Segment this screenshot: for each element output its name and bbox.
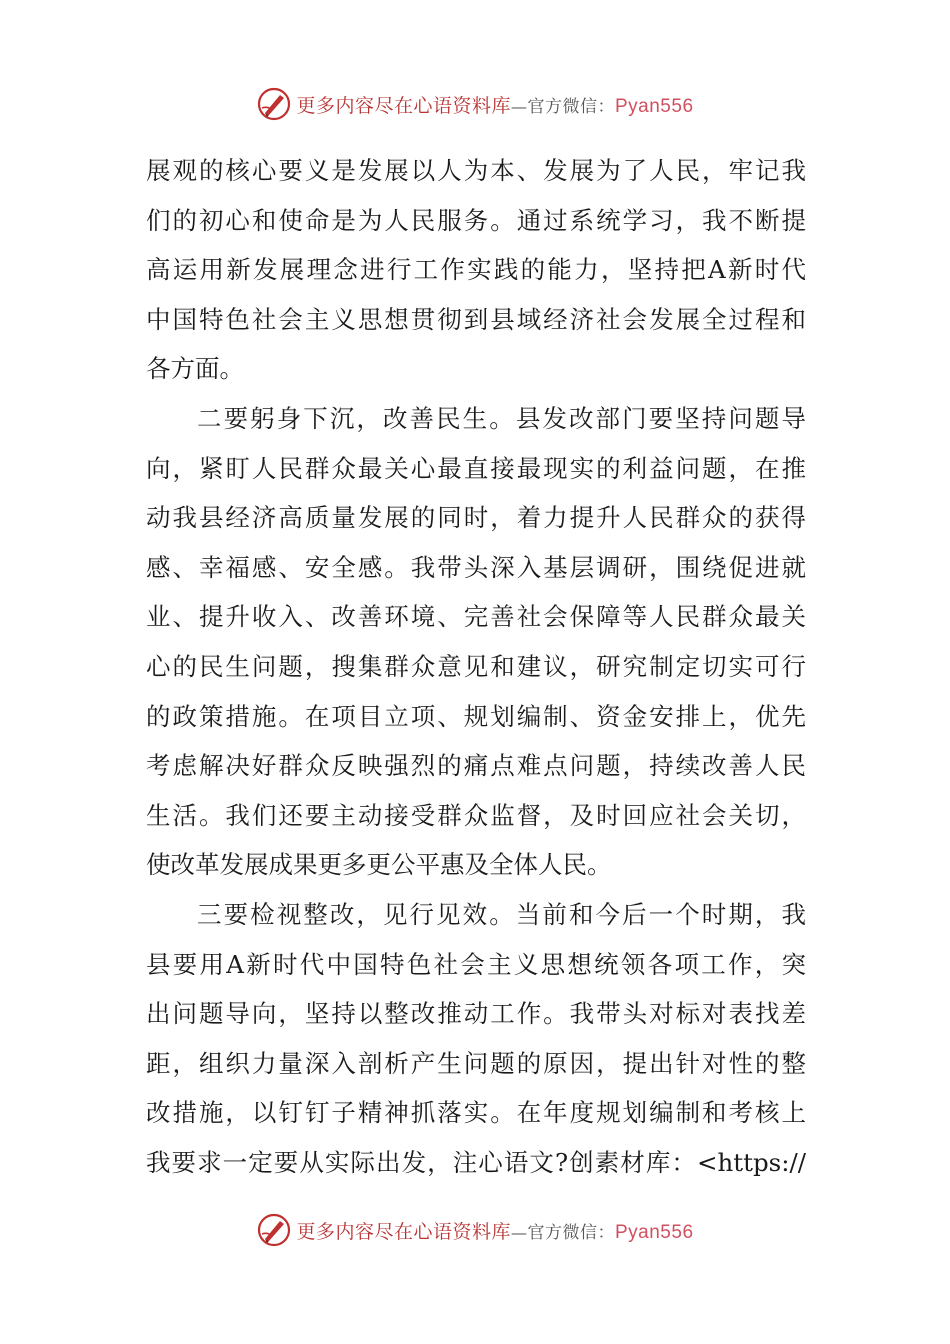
text-line: 距，组织力量深入剖析产生问题的原因，提出针对性的整 xyxy=(146,1048,806,1078)
document-body xyxy=(146,146,806,1187)
text-line: 县要用A新时代中国特色社会主义思想统领各项工作，突 xyxy=(146,949,806,979)
text-line: 的政策措施。在项目立项、规划编制、资金安排上，优先 xyxy=(146,701,806,731)
text-line: 出问题导向，坚持以整改推动工作。我带头对标对表找差 xyxy=(146,999,806,1029)
brand-text: 更多内容尽在心语资料库 xyxy=(296,94,511,117)
footer-banner xyxy=(0,1210,950,1250)
wechat-id: Pyan556 xyxy=(615,95,694,117)
text-line: 改措施，以钉钉子精神抓落实。在年度规划编制和考核上 xyxy=(146,1098,806,1128)
paragraph-start-line: 二要躬身下沉，改善民生。县发改部门要坚持问题导 xyxy=(197,403,806,433)
wechat-label: 官方微信： xyxy=(527,96,615,117)
text-line: 展观的核心要义是发展以人为本、发展为了人民，牢记我 xyxy=(146,156,806,185)
banner-separator: — xyxy=(511,1222,528,1242)
text-line: 们的初心和使命是为人民服务。通过系统学习，我不断提 xyxy=(146,205,806,235)
text-line: 心的民生问题，搜集群众意见和建议，研究制定切实可行 xyxy=(146,651,806,681)
text-line: 感、幸福感、安全感。我带头深入基层调研，围绕促进就 xyxy=(146,552,806,582)
text-line: 高运用新发展理念进行工作实践的能力，坚持把A新时代 xyxy=(146,255,806,285)
wechat-label: 官方微信： xyxy=(527,1222,615,1243)
text-line: 我要求一定要从实际出发，注心语文?创素材库：<https:// xyxy=(146,1147,806,1177)
pen-logo-icon xyxy=(256,86,292,122)
text-line: 各方面。 xyxy=(146,354,244,384)
paragraph-start-line: 三要检视整改，见行见效。当前和今后一个时期，我 xyxy=(197,899,806,929)
brand-text: 更多内容尽在心语资料库 xyxy=(296,1220,511,1243)
pen-logo-icon xyxy=(256,1212,292,1248)
text-line: 业、提升收入、改善环境、完善社会保障等人民群众最关 xyxy=(146,602,806,632)
text-line: 向，紧盯人民群众最关心最直接最现实的利益问题，在推 xyxy=(146,453,806,483)
wechat-id: Pyan556 xyxy=(615,1221,694,1243)
text-line: 中国特色社会主义思想贯彻到县域经济社会发展全过程和 xyxy=(146,304,806,334)
banner-text xyxy=(296,91,693,118)
text-line: 动我县经济高质量发展的同时，着力提升人民群众的获得 xyxy=(146,503,806,533)
banner-separator: — xyxy=(511,96,528,116)
text-line: 考虑解决好群众反映强烈的痛点难点问题，持续改善人民 xyxy=(146,751,806,781)
text-line: 生活。我们还要主动接受群众监督，及时回应社会关切， xyxy=(146,800,806,830)
text-line: 使改革发展成果更多更公平惠及全体人民。 xyxy=(146,850,612,880)
header-banner xyxy=(0,84,950,124)
banner-text xyxy=(296,1217,693,1244)
